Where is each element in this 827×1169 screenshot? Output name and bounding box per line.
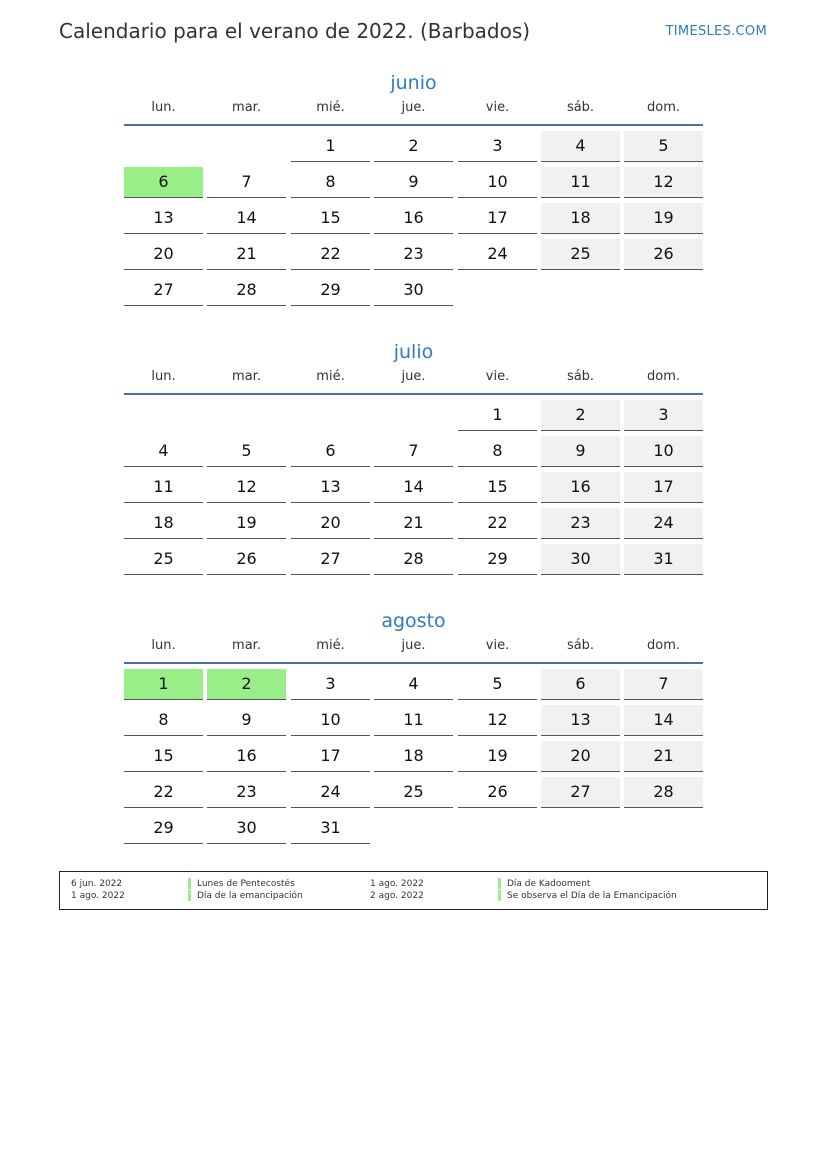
day-cell: 25 — [124, 544, 203, 575]
day-cell: 3 — [458, 131, 537, 162]
day-cell: 8 — [124, 705, 203, 736]
week-row — [124, 239, 703, 275]
legend-date: 2 ago. 2022 — [370, 891, 424, 901]
legend-marker — [188, 890, 191, 901]
day-cell: 21 — [207, 239, 286, 270]
day-cell: 29 — [291, 275, 370, 306]
day-cell: 16 — [541, 472, 620, 503]
day-cell: 15 — [458, 472, 537, 503]
legend-holiday: Lunes de Pentecostés — [197, 879, 295, 889]
day-cell: 20 — [291, 508, 370, 539]
day-cell: 6 — [124, 167, 203, 198]
week-row — [124, 741, 703, 777]
day-cell: 27 — [124, 275, 203, 306]
day-cell: 29 — [458, 544, 537, 575]
day-cell: 5 — [458, 669, 537, 700]
page-title: Calendario para el verano de 2022. (Barbados) — [59, 19, 531, 43]
weekday-label: jue. — [401, 638, 426, 653]
day-cell: 21 — [374, 508, 453, 539]
day-cell: 4 — [541, 131, 620, 162]
legend-date: 1 ago. 2022 — [370, 879, 424, 889]
day-cell: 12 — [624, 167, 703, 198]
legend-date: 1 ago. 2022 — [71, 891, 125, 901]
day-cell: 25 — [374, 777, 453, 808]
day-cell: 18 — [374, 741, 453, 772]
day-cell: 27 — [541, 777, 620, 808]
day-cell: 25 — [541, 239, 620, 270]
day-cell: 8 — [291, 167, 370, 198]
month-name: julio — [393, 341, 434, 363]
day-cell: 9 — [541, 436, 620, 467]
week-row — [124, 400, 703, 436]
weekday-label: dom. — [646, 369, 680, 384]
day-cell: 6 — [291, 436, 370, 467]
header-divider — [124, 393, 703, 395]
day-cell: 27 — [291, 544, 370, 575]
day-cell: 24 — [458, 239, 537, 270]
day-cell: 6 — [541, 669, 620, 700]
weekday-label: sáb. — [566, 100, 595, 115]
day-cell: 19 — [458, 741, 537, 772]
month-1 — [124, 337, 703, 580]
weekday-label: mar. — [232, 369, 261, 384]
legend-holiday: Se observa el Día de la Emancipación — [507, 891, 677, 901]
day-cell: 23 — [541, 508, 620, 539]
day-cell: 9 — [374, 167, 453, 198]
day-cell: 15 — [124, 741, 203, 772]
weekday-label: mié. — [316, 638, 345, 653]
day-cell: 14 — [207, 203, 286, 234]
weekday-label: vie. — [485, 100, 510, 115]
day-cell: 29 — [124, 813, 203, 844]
day-cell: 26 — [207, 544, 286, 575]
day-cell: 23 — [374, 239, 453, 270]
day-cell: 2 — [207, 669, 286, 700]
weekday-label: jue. — [401, 369, 426, 384]
day-cell: 5 — [624, 131, 703, 162]
day-cell: 28 — [207, 275, 286, 306]
legend-holiday: Día de la emancipación — [197, 891, 303, 901]
weekday-header — [124, 636, 703, 662]
weekday-label: sáb. — [566, 369, 595, 384]
day-cell: 3 — [291, 669, 370, 700]
month-name: junio — [390, 72, 437, 94]
day-cell: 19 — [207, 508, 286, 539]
day-cell: 18 — [124, 508, 203, 539]
legend-holiday: Día de Kadooment — [507, 879, 591, 889]
day-cell: 9 — [207, 705, 286, 736]
day-cell: 30 — [374, 275, 453, 306]
day-cell: 12 — [458, 705, 537, 736]
weekday-label: dom. — [646, 638, 680, 653]
day-cell: 7 — [624, 669, 703, 700]
weekday-label: vie. — [485, 638, 510, 653]
day-cell: 20 — [124, 239, 203, 270]
header-divider — [124, 124, 703, 126]
weekday-header — [124, 367, 703, 393]
day-cell: 19 — [624, 203, 703, 234]
day-cell: 16 — [374, 203, 453, 234]
day-cell: 24 — [291, 777, 370, 808]
day-cell: 26 — [458, 777, 537, 808]
day-cell: 20 — [541, 741, 620, 772]
week-row — [124, 167, 703, 203]
weekday-label: mar. — [232, 100, 261, 115]
week-row — [124, 777, 703, 813]
day-cell: 15 — [291, 203, 370, 234]
legend-marker — [498, 890, 501, 901]
day-cell: 11 — [374, 705, 453, 736]
day-cell: 16 — [207, 741, 286, 772]
weekday-label: jue. — [401, 100, 426, 115]
day-cell: 31 — [624, 544, 703, 575]
day-cell: 22 — [291, 239, 370, 270]
weekday-label: sáb. — [566, 638, 595, 653]
day-cell: 11 — [124, 472, 203, 503]
day-cell: 31 — [291, 813, 370, 844]
weekday-label: vie. — [485, 369, 510, 384]
day-cell: 8 — [458, 436, 537, 467]
holiday-legend — [59, 871, 768, 910]
day-cell: 30 — [541, 544, 620, 575]
weekday-label: lun. — [151, 100, 176, 115]
day-cell: 26 — [624, 239, 703, 270]
day-cell: 22 — [124, 777, 203, 808]
day-cell: 7 — [374, 436, 453, 467]
brand-link[interactable]: TIMESLES.COM — [665, 24, 767, 39]
day-cell: 12 — [207, 472, 286, 503]
day-cell: 10 — [291, 705, 370, 736]
weekday-label: mar. — [232, 638, 261, 653]
day-cell: 17 — [291, 741, 370, 772]
weekday-label: dom. — [646, 100, 680, 115]
day-cell: 13 — [291, 472, 370, 503]
week-row — [124, 436, 703, 472]
day-cell: 28 — [624, 777, 703, 808]
day-cell: 7 — [207, 167, 286, 198]
day-cell: 21 — [624, 741, 703, 772]
day-cell: 22 — [458, 508, 537, 539]
legend-date: 6 jun. 2022 — [71, 879, 123, 889]
week-row — [124, 705, 703, 741]
weekday-label: lun. — [151, 638, 176, 653]
day-cell: 13 — [541, 705, 620, 736]
day-cell: 2 — [374, 131, 453, 162]
day-cell: 17 — [458, 203, 537, 234]
week-row — [124, 813, 703, 849]
day-cell: 18 — [541, 203, 620, 234]
day-cell: 10 — [458, 167, 537, 198]
weekday-header — [124, 98, 703, 124]
month-name: agosto — [381, 610, 446, 632]
day-cell: 4 — [374, 669, 453, 700]
legend-marker — [498, 878, 501, 889]
header-divider — [124, 662, 703, 664]
day-cell: 13 — [124, 203, 203, 234]
day-cell: 2 — [541, 400, 620, 431]
weekday-label: mié. — [316, 100, 345, 115]
day-cell: 1 — [458, 400, 537, 431]
weekday-label: mié. — [316, 369, 345, 384]
weekday-label: lun. — [151, 369, 176, 384]
day-cell: 28 — [374, 544, 453, 575]
day-cell: 17 — [624, 472, 703, 503]
month-2 — [124, 606, 703, 849]
month-0 — [124, 68, 703, 311]
day-cell: 3 — [624, 400, 703, 431]
day-cell: 24 — [624, 508, 703, 539]
day-cell: 23 — [207, 777, 286, 808]
week-row — [124, 508, 703, 544]
day-cell: 10 — [624, 436, 703, 467]
day-cell: 1 — [291, 131, 370, 162]
day-cell: 14 — [374, 472, 453, 503]
legend-marker — [188, 878, 191, 889]
week-row — [124, 275, 703, 311]
week-row — [124, 669, 703, 705]
day-cell: 4 — [124, 436, 203, 467]
day-cell: 30 — [207, 813, 286, 844]
week-row — [124, 544, 703, 580]
week-row — [124, 472, 703, 508]
week-row — [124, 203, 703, 239]
day-cell: 1 — [124, 669, 203, 700]
day-cell: 5 — [207, 436, 286, 467]
day-cell: 14 — [624, 705, 703, 736]
week-row — [124, 131, 703, 167]
day-cell: 11 — [541, 167, 620, 198]
